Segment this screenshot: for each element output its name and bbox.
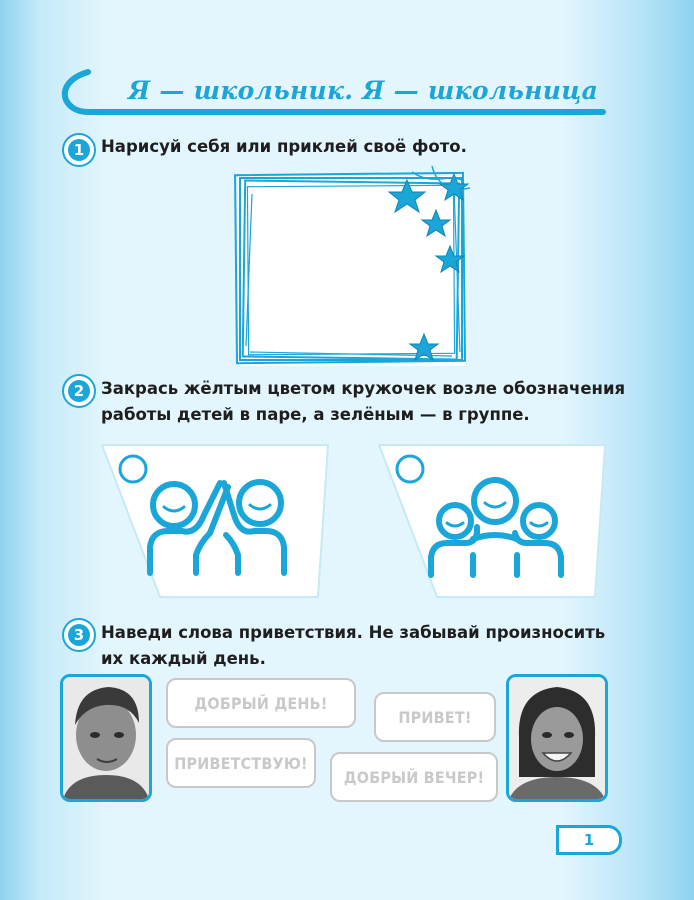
task-1-text: Нарисуй себя или приклей своё фото. (101, 137, 467, 156)
task-3-text-line-2: их каждый день. (101, 649, 266, 668)
photo-frame[interactable] (232, 166, 477, 371)
page-title: Я — школьник. Я — школьница (128, 76, 599, 105)
greeting-text: ПРИВЕТ! (398, 707, 472, 727)
greeting-bubble-hello[interactable] (374, 692, 496, 742)
greeting-text: ДОБРЫЙ ВЕЧЕР! (343, 767, 485, 787)
greeting-bubble-good-evening[interactable] (330, 752, 498, 802)
page-number-text: 1 (583, 831, 595, 849)
group-work-card[interactable] (377, 443, 609, 599)
page-number (556, 825, 622, 855)
task-2-number-badge (62, 374, 96, 408)
task-3-text-line-1: Наведи слова приветствия. Не забывай произносить (101, 623, 606, 642)
group-work-color-circle (397, 456, 423, 482)
greeting-text: ПРИВЕТСТВУЮ! (174, 753, 308, 773)
task-2-text-line-2: работы детей в паре, а зелёным — в группе. (101, 405, 530, 424)
task-1-number: 1 (68, 139, 90, 161)
pair-work-card[interactable] (100, 443, 332, 599)
boy-portrait (60, 674, 152, 802)
girl-portrait (506, 674, 608, 802)
task-3-number-badge (62, 618, 96, 652)
greeting-bubble-good-day[interactable] (166, 678, 356, 728)
greeting-text: ДОБРЫЙ ДЕНЬ! (194, 693, 328, 713)
pair-work-color-circle (120, 456, 146, 482)
task-3-text (101, 620, 605, 672)
task-2-text (101, 376, 625, 428)
task-2-text-line-1: Закрась жёлтым цветом кружочек возле обозначения (101, 379, 626, 398)
task-1-number-badge (62, 133, 96, 167)
task-2-number: 2 (68, 380, 90, 402)
task-3-number: 3 (68, 624, 90, 646)
greeting-bubble-greetings[interactable] (166, 738, 316, 788)
